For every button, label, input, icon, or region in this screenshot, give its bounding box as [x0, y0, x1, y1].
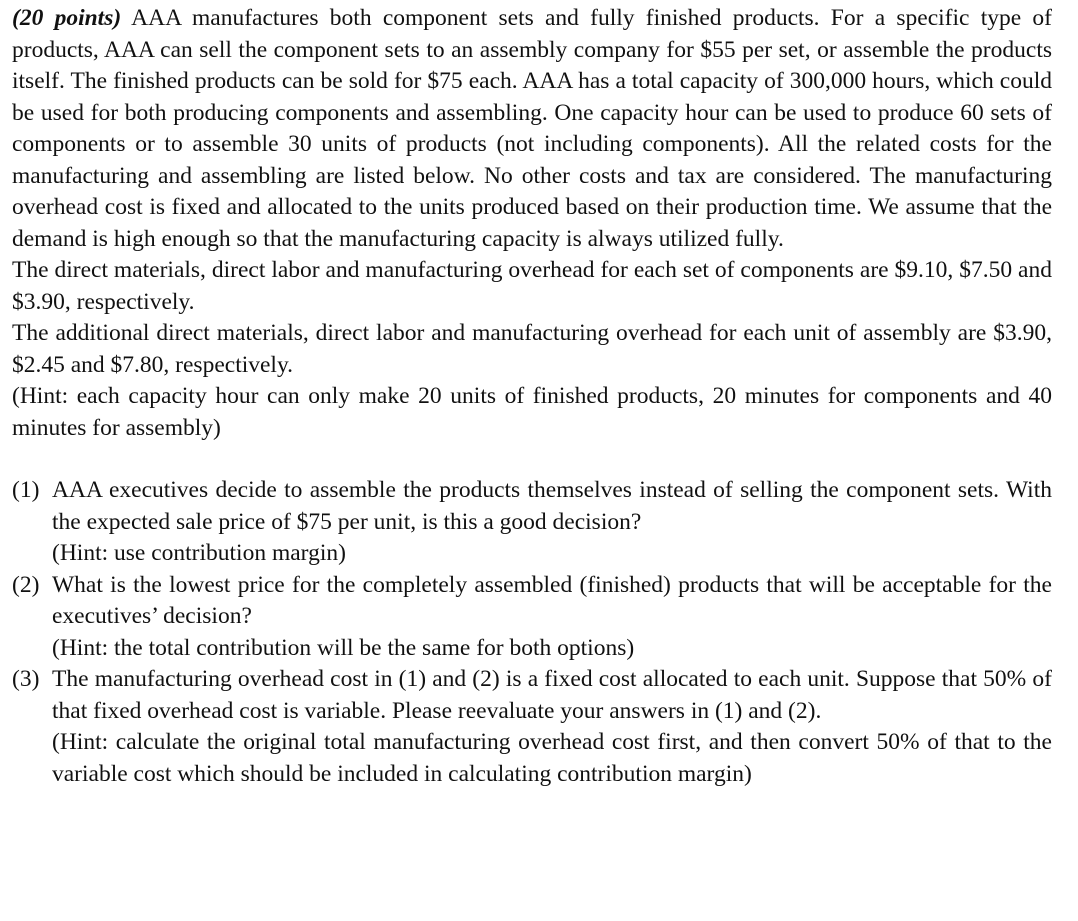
question-hint: (Hint: calculate the original total manufacturing overhead cost first, and then convert 50% of that to the variable cost which should be included in calculating contribution margin): [52, 729, 1052, 787]
question-hint: (Hint: use contribution margin): [52, 540, 346, 566]
question-number: (3): [12, 666, 40, 692]
question-body: [52, 570, 1052, 665]
question-list: [12, 475, 1052, 790]
question-text: AAA executives decide to assemble the products themselves instead of selling the component sets. With the expected sale price of $75 per unit, is this a good decision?: [52, 477, 1052, 535]
question-text: What is the lowest price for the completely assembled (finished) products that will be acceptable for the executives’ decision?: [52, 571, 1052, 629]
question-body: [52, 664, 1052, 790]
points-label: (20 points): [12, 5, 122, 31]
question-2: [12, 570, 1052, 665]
question-number: (2): [12, 571, 40, 598]
component-costs: The direct materials, direct labor and manufacturing overhead for each set of components are $9.10, $7.50 and $3.90, respectively.: [12, 257, 1052, 315]
question-text: The manufacturing overhead cost in (1) and (2) is a fixed cost allocated to each unit. Suppose that 50% of that fixed overhead cost is variable. Please reevaluate your answers in (1) and (2).: [52, 666, 1052, 724]
question-1: [12, 475, 1052, 570]
spacer: [12, 444, 1052, 475]
question-3: [12, 664, 1052, 790]
capacity-hint: (Hint: each capacity hour can only make 20 units of finished products, 20 minutes for components and 40 minutes for assembly): [12, 383, 1052, 441]
problem-intro: [12, 3, 1052, 255]
question-number: (1): [12, 477, 40, 503]
question-body: [52, 475, 1052, 570]
assembly-costs: The additional direct materials, direct labor and manufacturing overhead for each unit of assembly are $3.90, $2.45 and $7.80, respectively.: [12, 320, 1052, 378]
intro-text: AAA manufactures both component sets and fully finished products. For a specific type of products, AAA can sell the component sets to an assembly company for $55 per set, or assemble the products itself. The finished products can be sold for $75 each. AAA has a total capacity of 300,000 hours, which could be used for both producing components and assembling. One capacity hour can be used to produce 60 sets of components or to assemble 30 units of products (not including components). All the related costs for the manufacturing and assembling are listed below. No other costs and tax are considered. The manufacturing overhead cost is fixed and allocated to the units produced based on their production time. We assume that the demand is high enough so that the manufacturing capacity is always utilized fully.: [12, 5, 1052, 252]
question-hint: (Hint: the total contribution will be the same for both options): [52, 634, 635, 661]
